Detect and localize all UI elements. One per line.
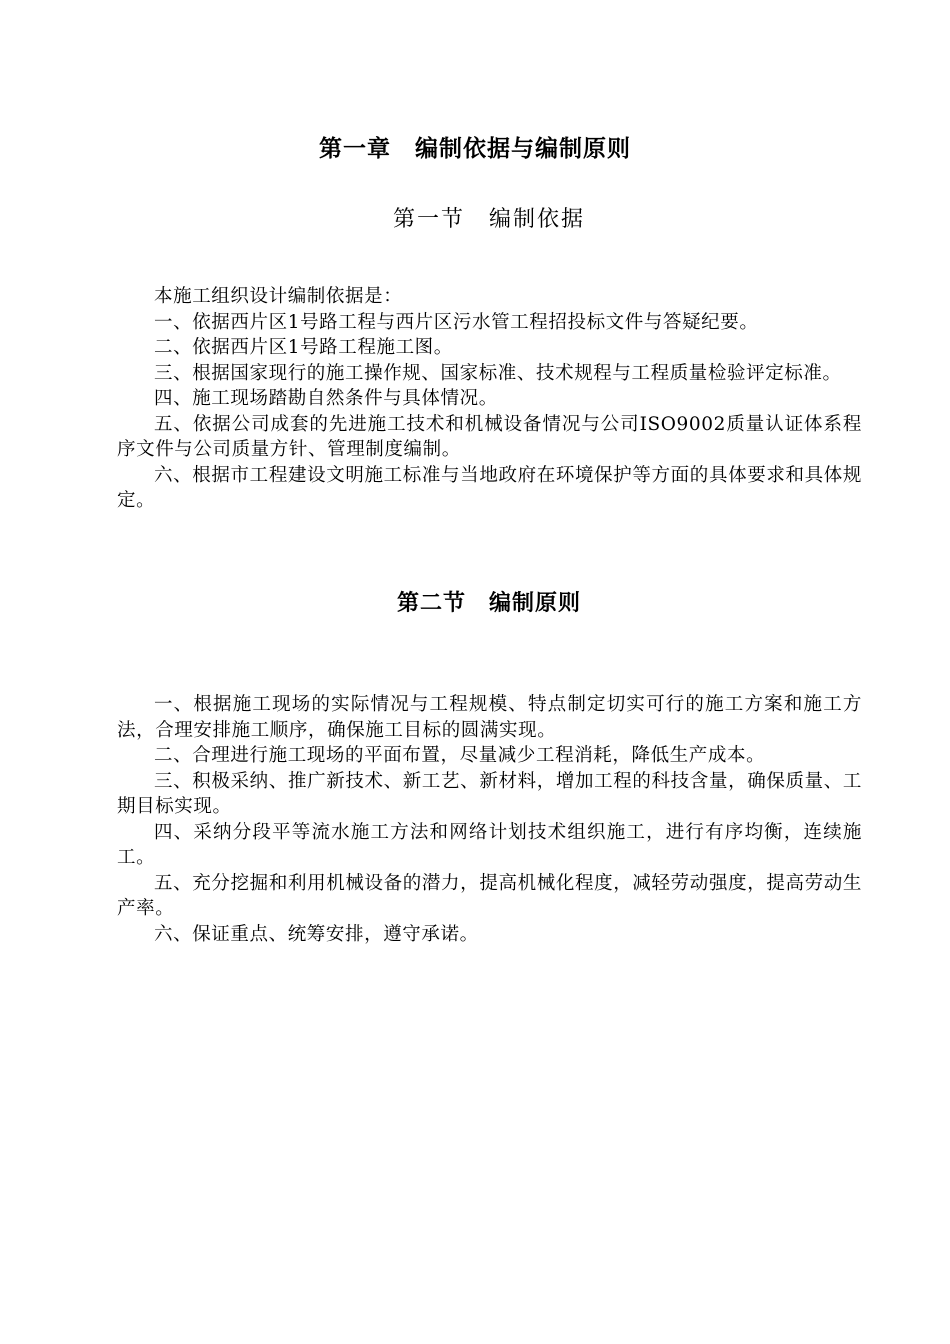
- section-body-principles: [117, 692, 862, 947]
- paragraph: 五、依据公司成套的先进施工技术和机械设备情况与公司ISO9002质量认证体系程序文件与公司质量方针、管理制度编制。: [117, 413, 862, 460]
- paragraph: 一、依据西片区1号路工程与西片区污水管工程招投标文件与答疑纪要。: [154, 311, 759, 333]
- paragraph: 二、依据西片区1号路工程施工图。: [154, 337, 453, 358]
- paragraph: 一、根据施工现场的实际情况与工程规模、特点制定切实可行的施工方案和施工方法，合理安排施工顺序，确保施工目标的圆满实现。: [117, 694, 862, 741]
- paragraph: 三、积极采纳、推广新技术、新工艺、新材料，增加工程的科技含量，确保质量、工期目标实现。: [117, 770, 862, 817]
- chapter-title: 第一章 编制依据与编制原则: [319, 135, 631, 162]
- paragraph: 本施工组织设计编制依据是：: [154, 286, 403, 307]
- paragraph: 五、充分挖掘和利用机械设备的潜力，提高机械化程度，减轻劳动强度，提高劳动生产率。: [117, 872, 862, 919]
- section-body-basis: [117, 284, 862, 514]
- paragraph: 六、保证重点、统筹安排，遵守承诺。: [154, 923, 479, 945]
- paragraph: 二、合理进行施工现场的平面布置，尽量减少工程消耗，降低生产成本。: [154, 745, 766, 766]
- paragraph: 四、施工现场踏勘自然条件与具体情况。: [154, 388, 498, 409]
- paragraph: 六、根据市工程建设文明施工标准与当地政府在环境保护等方面的具体要求和具体规定。: [117, 464, 862, 511]
- section-title-basis: 第一节 编制依据: [392, 207, 585, 232]
- section-title-principles: 第二节 编制原则: [396, 590, 581, 616]
- paragraph: 四、采纳分段平等流水施工方法和网络计划技术组织施工，进行有序均衡，连续施工。: [117, 821, 862, 868]
- paragraph: 三、根据国家现行的施工操作规、国家标准、技术规程与工程质量检验评定标准。: [154, 362, 842, 384]
